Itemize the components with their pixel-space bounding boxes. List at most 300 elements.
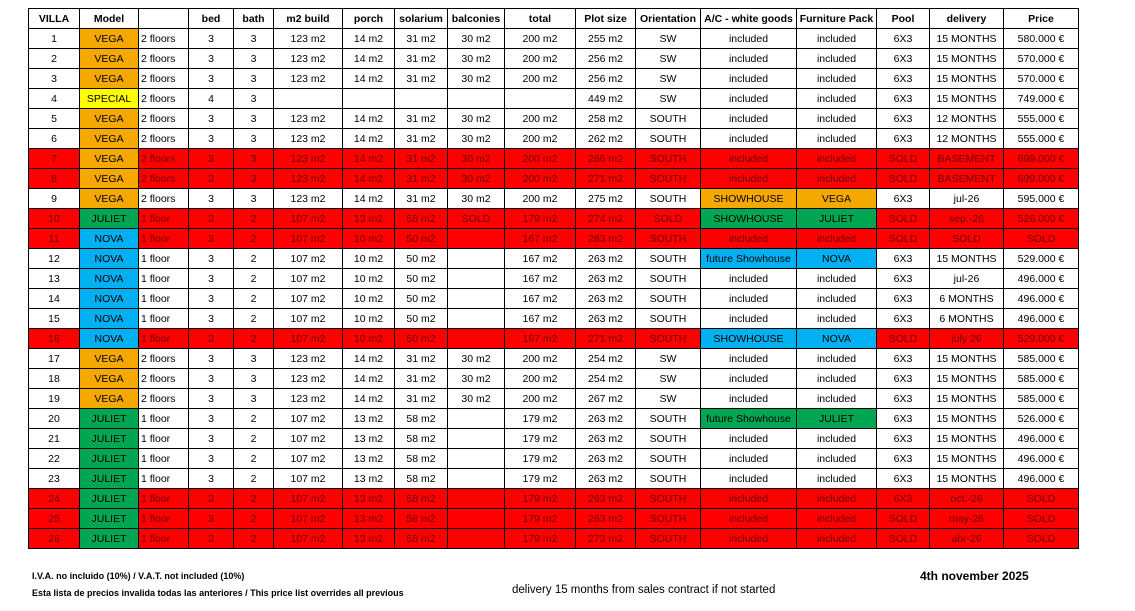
plot-size: 273 m2 [576, 529, 636, 549]
floors: 2 floors [139, 69, 189, 89]
bathrooms: 2 [234, 449, 274, 469]
pool: 6X3 [877, 249, 930, 269]
table-row [29, 169, 1079, 189]
model-badge: JULIET [80, 429, 139, 449]
balconies-area [448, 449, 505, 469]
plot-size: 256 m2 [576, 49, 636, 69]
model-badge: JULIET [80, 409, 139, 429]
plot-size: 262 m2 [576, 129, 636, 149]
solarium-area: 50 m2 [395, 309, 448, 329]
ac-white-goods: included [701, 469, 797, 489]
orientation: SW [636, 69, 701, 89]
porch-area: 14 m2 [343, 69, 395, 89]
ac-white-goods: included [701, 149, 797, 169]
furniture-pack: included [797, 349, 877, 369]
solarium-area: 58 m2 [395, 209, 448, 229]
plot-size: 263 m2 [576, 509, 636, 529]
bathrooms: 3 [234, 109, 274, 129]
delivery-note: delivery 15 months from sales contract if not started [512, 584, 776, 596]
bathrooms: 2 [234, 409, 274, 429]
table-row [29, 29, 1079, 49]
bathrooms: 3 [234, 69, 274, 89]
price: 496.000 € [1004, 449, 1079, 469]
column-header: balconies [448, 9, 505, 29]
table-row [29, 349, 1079, 369]
floors: 1 floor [139, 449, 189, 469]
furniture-pack: included [797, 529, 877, 549]
floors: 1 floor [139, 309, 189, 329]
porch-area: 13 m2 [343, 509, 395, 529]
solarium-area: 50 m2 [395, 249, 448, 269]
bedrooms: 3 [189, 389, 234, 409]
orientation: SOUTH [636, 109, 701, 129]
balconies-area [448, 329, 505, 349]
table-row [29, 209, 1079, 229]
pool: 6X3 [877, 469, 930, 489]
furniture-pack: included [797, 229, 877, 249]
table-row [29, 449, 1079, 469]
column-header: total [505, 9, 576, 29]
balconies-area: SOLD [448, 209, 505, 229]
column-header: A/C - white goods [701, 9, 797, 29]
solarium-area: 31 m2 [395, 69, 448, 89]
delivery: 6 MONTHS [930, 309, 1004, 329]
price: SOLD [1004, 509, 1079, 529]
bedrooms: 3 [189, 329, 234, 349]
porch-area: 14 m2 [343, 109, 395, 129]
porch-area: 13 m2 [343, 429, 395, 449]
plot-size: 256 m2 [576, 69, 636, 89]
table-row [29, 469, 1079, 489]
column-header: Furniture Pack [797, 9, 877, 29]
price: 526.000 € [1004, 409, 1079, 429]
porch-area: 10 m2 [343, 289, 395, 309]
balconies-area: 30 m2 [448, 49, 505, 69]
total-area: 200 m2 [505, 369, 576, 389]
column-header: delivery [930, 9, 1004, 29]
porch-area: 14 m2 [343, 49, 395, 69]
porch-area: 14 m2 [343, 369, 395, 389]
bedrooms: 3 [189, 229, 234, 249]
bathrooms: 3 [234, 89, 274, 109]
solarium-area: 31 m2 [395, 189, 448, 209]
solarium-area: 31 m2 [395, 129, 448, 149]
pool: 6X3 [877, 49, 930, 69]
floors: 2 floors [139, 189, 189, 209]
price: 555.000 € [1004, 129, 1079, 149]
plot-size: 275 m2 [576, 189, 636, 209]
bedrooms: 3 [189, 69, 234, 89]
orientation: SOUTH [636, 429, 701, 449]
model-badge: JULIET [80, 209, 139, 229]
plot-size: 271 m2 [576, 329, 636, 349]
ac-white-goods: included [701, 289, 797, 309]
orientation: SOUTH [636, 489, 701, 509]
pool: SOLD [877, 509, 930, 529]
delivery: 15 MONTHS [930, 449, 1004, 469]
model-badge: JULIET [80, 469, 139, 489]
floors: 1 floor [139, 429, 189, 449]
villa-number: 22 [29, 449, 80, 469]
porch-area: 10 m2 [343, 309, 395, 329]
balconies-area [448, 429, 505, 449]
table-body [29, 29, 1079, 549]
porch-area: 10 m2 [343, 229, 395, 249]
ac-white-goods: included [701, 349, 797, 369]
solarium-area: 31 m2 [395, 369, 448, 389]
villa-number: 5 [29, 109, 80, 129]
villa-number: 15 [29, 309, 80, 329]
furniture-pack: included [797, 129, 877, 149]
floors: 1 floor [139, 269, 189, 289]
total-area [505, 89, 576, 109]
solarium-area: 58 m2 [395, 509, 448, 529]
delivery: 12 MONTHS [930, 109, 1004, 129]
price-list-table [28, 8, 1079, 549]
solarium-area: 50 m2 [395, 329, 448, 349]
bathrooms: 3 [234, 129, 274, 149]
villa-number: 16 [29, 329, 80, 349]
villa-number: 8 [29, 169, 80, 189]
villa-number: 9 [29, 189, 80, 209]
porch-area: 14 m2 [343, 169, 395, 189]
bedrooms: 3 [189, 529, 234, 549]
model-badge: VEGA [80, 369, 139, 389]
bathrooms: 2 [234, 529, 274, 549]
table-row [29, 309, 1079, 329]
plot-size: 271 m2 [576, 169, 636, 189]
model-badge: VEGA [80, 49, 139, 69]
column-header: Plot size [576, 9, 636, 29]
bedrooms: 3 [189, 429, 234, 449]
orientation: SW [636, 89, 701, 109]
build-area: 123 m2 [274, 29, 343, 49]
total-area: 179 m2 [505, 429, 576, 449]
bedrooms: 3 [189, 129, 234, 149]
delivery: 15 MONTHS [930, 429, 1004, 449]
build-area: 123 m2 [274, 49, 343, 69]
plot-size: 258 m2 [576, 109, 636, 129]
pool: 6X3 [877, 129, 930, 149]
floors: 2 floors [139, 149, 189, 169]
table-row [29, 409, 1079, 429]
column-header: solarium [395, 9, 448, 29]
ac-white-goods: included [701, 309, 797, 329]
floors: 1 floor [139, 469, 189, 489]
bedrooms: 3 [189, 209, 234, 229]
orientation: SOUTH [636, 269, 701, 289]
pool: 6X3 [877, 409, 930, 429]
porch-area: 13 m2 [343, 449, 395, 469]
model-badge: VEGA [80, 349, 139, 369]
build-area: 107 m2 [274, 489, 343, 509]
balconies-area [448, 309, 505, 329]
model-badge: JULIET [80, 509, 139, 529]
build-area: 107 m2 [274, 409, 343, 429]
orientation: SOUTH [636, 329, 701, 349]
floors: 1 floor [139, 209, 189, 229]
plot-size: 254 m2 [576, 349, 636, 369]
furniture-pack: included [797, 69, 877, 89]
bedrooms: 3 [189, 369, 234, 389]
villa-number: 14 [29, 289, 80, 309]
bedrooms: 3 [189, 289, 234, 309]
delivery: sep.-26 [930, 209, 1004, 229]
price: 496.000 € [1004, 309, 1079, 329]
table-row [29, 129, 1079, 149]
total-area: 179 m2 [505, 409, 576, 429]
model-badge: VEGA [80, 169, 139, 189]
villa-number: 1 [29, 29, 80, 49]
build-area: 107 m2 [274, 269, 343, 289]
solarium-area: 58 m2 [395, 469, 448, 489]
bathrooms: 2 [234, 249, 274, 269]
pool: 6X3 [877, 29, 930, 49]
pool: SOLD [877, 229, 930, 249]
porch-area: 10 m2 [343, 269, 395, 289]
bedrooms: 3 [189, 309, 234, 329]
balconies-area: 30 m2 [448, 189, 505, 209]
bathrooms: 2 [234, 229, 274, 249]
furniture-pack: NOVA [797, 249, 877, 269]
table-row [29, 329, 1079, 349]
furniture-pack: included [797, 109, 877, 129]
ac-white-goods: included [701, 509, 797, 529]
balconies-area [448, 249, 505, 269]
solarium-area: 31 m2 [395, 389, 448, 409]
solarium-area: 58 m2 [395, 409, 448, 429]
solarium-area: 58 m2 [395, 489, 448, 509]
delivery: 15 MONTHS [930, 389, 1004, 409]
model-badge: VEGA [80, 29, 139, 49]
build-area: 107 m2 [274, 469, 343, 489]
ac-white-goods: included [701, 89, 797, 109]
model-badge: VEGA [80, 129, 139, 149]
plot-size: 267 m2 [576, 389, 636, 409]
build-area: 107 m2 [274, 429, 343, 449]
model-badge: VEGA [80, 389, 139, 409]
model-badge: VEGA [80, 69, 139, 89]
delivery: 6 MONTHS [930, 289, 1004, 309]
floors: 2 floors [139, 349, 189, 369]
orientation: SOUTH [636, 509, 701, 529]
floors: 1 floor [139, 509, 189, 529]
table-row [29, 489, 1079, 509]
balconies-area: 30 m2 [448, 369, 505, 389]
table-row [29, 369, 1079, 389]
build-area: 107 m2 [274, 249, 343, 269]
plot-size: 263 m2 [576, 249, 636, 269]
porch-area [343, 89, 395, 109]
price: 555.000 € [1004, 109, 1079, 129]
plot-size: 263 m2 [576, 269, 636, 289]
balconies-area: 30 m2 [448, 389, 505, 409]
build-area: 107 m2 [274, 309, 343, 329]
bedrooms: 3 [189, 409, 234, 429]
delivery: 15 MONTHS [930, 249, 1004, 269]
total-area: 200 m2 [505, 29, 576, 49]
furniture-pack: included [797, 509, 877, 529]
solarium-area: 31 m2 [395, 29, 448, 49]
orientation: SOUTH [636, 249, 701, 269]
pool: 6X3 [877, 89, 930, 109]
total-area: 200 m2 [505, 169, 576, 189]
ac-white-goods: included [701, 489, 797, 509]
bathrooms: 3 [234, 349, 274, 369]
table-row [29, 109, 1079, 129]
balconies-area: 30 m2 [448, 149, 505, 169]
pool: 6X3 [877, 289, 930, 309]
furniture-pack: included [797, 269, 877, 289]
price: 699.000 € [1004, 169, 1079, 189]
solarium-area: 31 m2 [395, 49, 448, 69]
solarium-area: 58 m2 [395, 529, 448, 549]
ac-white-goods: included [701, 129, 797, 149]
price: 749.000 € [1004, 89, 1079, 109]
price: 496.000 € [1004, 469, 1079, 489]
table-row [29, 509, 1079, 529]
table-header [29, 9, 1079, 29]
villa-number: 3 [29, 69, 80, 89]
balconies-area: 30 m2 [448, 349, 505, 369]
total-area: 200 m2 [505, 129, 576, 149]
bathrooms: 2 [234, 209, 274, 229]
villa-number: 20 [29, 409, 80, 429]
bathrooms: 2 [234, 489, 274, 509]
delivery: jul-26 [930, 269, 1004, 289]
orientation: SOUTH [636, 189, 701, 209]
total-area: 179 m2 [505, 529, 576, 549]
column-header [139, 9, 189, 29]
ac-white-goods: included [701, 169, 797, 189]
furniture-pack: included [797, 449, 877, 469]
price: 580.000 € [1004, 29, 1079, 49]
price-list-date: 4th november 2025 [920, 569, 1029, 583]
total-area: 179 m2 [505, 489, 576, 509]
villa-number: 12 [29, 249, 80, 269]
table-row [29, 49, 1079, 69]
villa-number: 4 [29, 89, 80, 109]
furniture-pack: JULIET [797, 409, 877, 429]
plot-size: 263 m2 [576, 429, 636, 449]
floors: 2 floors [139, 389, 189, 409]
bathrooms: 3 [234, 149, 274, 169]
delivery: 15 MONTHS [930, 69, 1004, 89]
ac-white-goods: included [701, 49, 797, 69]
price: 585.000 € [1004, 389, 1079, 409]
plot-size: 255 m2 [576, 29, 636, 49]
bedrooms: 3 [189, 29, 234, 49]
total-area: 179 m2 [505, 469, 576, 489]
bedrooms: 3 [189, 49, 234, 69]
model-badge: VEGA [80, 109, 139, 129]
total-area: 200 m2 [505, 49, 576, 69]
pool: SOLD [877, 149, 930, 169]
porch-area: 13 m2 [343, 409, 395, 429]
build-area: 123 m2 [274, 189, 343, 209]
balconies-area [448, 269, 505, 289]
balconies-area [448, 509, 505, 529]
villa-number: 24 [29, 489, 80, 509]
villa-number: 17 [29, 349, 80, 369]
delivery: may-26 [930, 509, 1004, 529]
total-area: 179 m2 [505, 209, 576, 229]
delivery: 15 MONTHS [930, 29, 1004, 49]
pool: 6X3 [877, 109, 930, 129]
solarium-area: 31 m2 [395, 169, 448, 189]
bedrooms: 3 [189, 349, 234, 369]
ac-white-goods: SHOWHOUSE [701, 209, 797, 229]
build-area: 123 m2 [274, 169, 343, 189]
total-area: 167 m2 [505, 269, 576, 289]
table-row [29, 249, 1079, 269]
plot-size: 263 m2 [576, 409, 636, 429]
floors: 1 floor [139, 529, 189, 549]
table-row [29, 89, 1079, 109]
villa-number: 6 [29, 129, 80, 149]
model-badge: JULIET [80, 489, 139, 509]
furniture-pack: included [797, 429, 877, 449]
price: SOLD [1004, 529, 1079, 549]
plot-size: 274 m2 [576, 209, 636, 229]
pool: SOLD [877, 169, 930, 189]
plot-size: 263 m2 [576, 309, 636, 329]
total-area: 167 m2 [505, 309, 576, 329]
orientation: SOUTH [636, 229, 701, 249]
solarium-area: 31 m2 [395, 349, 448, 369]
floors: 2 floors [139, 49, 189, 69]
porch-area: 10 m2 [343, 249, 395, 269]
column-header: Pool [877, 9, 930, 29]
floors: 1 floor [139, 409, 189, 429]
porch-area: 13 m2 [343, 489, 395, 509]
plot-size: 283 m2 [576, 229, 636, 249]
model-badge: NOVA [80, 249, 139, 269]
total-area: 200 m2 [505, 69, 576, 89]
price: 585.000 € [1004, 349, 1079, 369]
porch-area: 10 m2 [343, 329, 395, 349]
furniture-pack: included [797, 289, 877, 309]
ac-white-goods: included [701, 69, 797, 89]
build-area: 123 m2 [274, 369, 343, 389]
override-note: Esta lista de precios invalida todas las anteriores / This price list overrides all previous [32, 588, 404, 598]
bathrooms: 2 [234, 509, 274, 529]
plot-size: 263 m2 [576, 489, 636, 509]
pool: 6X3 [877, 369, 930, 389]
bathrooms: 2 [234, 289, 274, 309]
furniture-pack: included [797, 89, 877, 109]
ac-white-goods: included [701, 109, 797, 129]
ac-white-goods: included [701, 29, 797, 49]
pool: SOLD [877, 529, 930, 549]
build-area: 107 m2 [274, 529, 343, 549]
bedrooms: 3 [189, 469, 234, 489]
balconies-area [448, 229, 505, 249]
bedrooms: 3 [189, 189, 234, 209]
plot-size: 263 m2 [576, 449, 636, 469]
bedrooms: 3 [189, 269, 234, 289]
column-header: Model [80, 9, 139, 29]
bathrooms: 3 [234, 189, 274, 209]
bedrooms: 4 [189, 89, 234, 109]
pool: 6X3 [877, 389, 930, 409]
bathrooms: 2 [234, 469, 274, 489]
villa-number: 21 [29, 429, 80, 449]
delivery: 15 MONTHS [930, 49, 1004, 69]
solarium-area: 58 m2 [395, 429, 448, 449]
balconies-area [448, 529, 505, 549]
solarium-area: 50 m2 [395, 269, 448, 289]
